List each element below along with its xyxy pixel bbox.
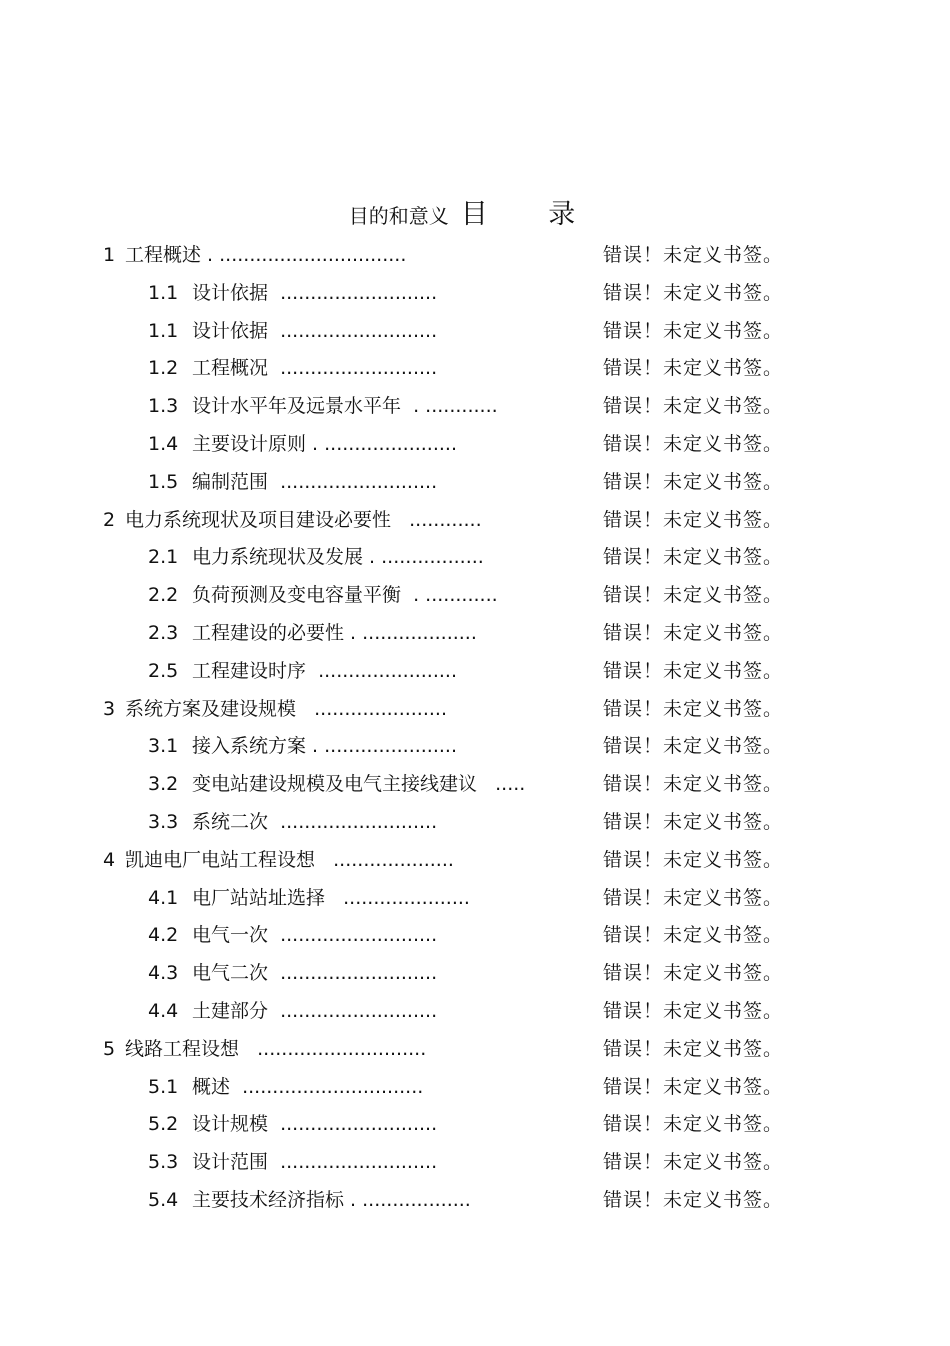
toc-number: 3.1 (148, 735, 179, 758)
toc-row[interactable] (0, 278, 950, 308)
toc-row[interactable] (0, 1147, 950, 1177)
toc-title: 系统方案及建设规模 (125, 697, 297, 720)
toc-row[interactable] (0, 391, 950, 421)
toc-row[interactable] (0, 1109, 950, 1139)
toc-leader-dots: ...................... (296, 697, 448, 720)
toc-row[interactable] (0, 429, 950, 459)
toc-leader-dots: . ...................... (306, 433, 458, 455)
toc-page-ref: 错误！未定义书签。 (603, 508, 784, 531)
toc-number: 2.2 (148, 584, 179, 607)
toc-entry[interactable] (148, 1185, 471, 1215)
toc-row[interactable] (0, 694, 950, 724)
toc-leader-dots: . ................... (344, 622, 477, 644)
toc-title: 电厂站站址选择 (192, 886, 326, 909)
toc-leader-dots: .......................... (268, 962, 438, 985)
toc-page-ref: 错误！未定义书签。 (603, 1113, 784, 1136)
toc-page-ref: 错误！未定义书签。 (603, 244, 784, 266)
toc-page-ref: 错误！未定义书签。 (603, 470, 784, 493)
toc-entry[interactable] (148, 580, 498, 610)
toc-number: 5.4 (148, 1189, 179, 1211)
toc-row[interactable] (0, 769, 950, 799)
toc-page-ref: 错误！未定义书签。 (603, 1037, 784, 1060)
toc-title: 接入系统方案 (192, 735, 307, 758)
toc-entry[interactable] (148, 807, 437, 837)
toc-leader-dots: . ............ (401, 395, 498, 418)
toc-leader-dots: ..................... (325, 886, 470, 909)
toc-page-ref: 错误！未定义书签。 (603, 924, 784, 947)
toc-page-ref: 错误！未定义书签。 (603, 357, 784, 380)
toc-page-ref: 错误！未定义书签。 (603, 546, 784, 569)
toc-title: 电力系统现状及发展 (192, 546, 364, 569)
toc-title: 电力系统现状及项目建设必要性 (125, 508, 392, 531)
toc-page-ref: 错误！未定义书签。 (603, 1189, 784, 1211)
title-prefix: 目的和意义 (348, 204, 449, 228)
toc-number: 1.1 (148, 281, 179, 304)
toc-page-ref: 错误！未定义书签。 (603, 735, 784, 758)
toc-row[interactable] (0, 580, 950, 610)
toc-title: 设计范围 (192, 1151, 269, 1174)
toc-leader-dots: .......................... (268, 924, 438, 947)
toc-number: 3.2 (148, 773, 179, 796)
toc-page-ref: 错误！未定义书签。 (603, 1075, 784, 1098)
toc-entry[interactable] (148, 1109, 437, 1139)
toc-number: 5.2 (148, 1113, 179, 1136)
toc-row[interactable] (0, 845, 950, 875)
toc-leader-dots: . .................. (344, 1189, 471, 1211)
toc-entry[interactable] (148, 883, 470, 913)
toc-title: 工程建设的必要性 (192, 622, 345, 644)
toc-page-ref: 错误！未定义书签。 (603, 659, 784, 682)
toc-entry[interactable] (148, 920, 437, 950)
toc-entry[interactable] (148, 1147, 437, 1177)
toc-page-ref: 错误！未定义书签。 (603, 811, 784, 833)
toc-title: 工程建设时序 (192, 659, 307, 682)
toc-leader-dots: ............ (391, 508, 482, 531)
toc-row[interactable] (0, 656, 950, 686)
toc-leader-dots: .................... (315, 848, 454, 871)
toc-entry[interactable] (148, 542, 484, 572)
toc-leader-dots: .......................... (268, 281, 438, 304)
toc-title: 变电站建设规模及电气主接线建议 (192, 773, 478, 796)
toc-leader-dots: .......................... (268, 811, 438, 833)
toc-entry[interactable] (148, 769, 525, 799)
toc-title: 主要技术经济指标 (192, 1189, 345, 1211)
toc-row[interactable] (0, 618, 950, 648)
toc-leader-dots: .......................... (268, 319, 438, 342)
toc-row[interactable] (0, 542, 950, 572)
toc-number: 1 (103, 244, 116, 266)
toc-leader-dots: . ............................... (201, 244, 407, 266)
toc-leader-dots: . ...................... (306, 735, 458, 758)
toc-page-ref: 错误！未定义书签。 (603, 697, 784, 720)
toc-entry[interactable] (148, 958, 437, 988)
toc-entry[interactable] (148, 618, 477, 648)
toc-row[interactable] (0, 1034, 950, 1064)
toc-leader-dots: ............................ (239, 1037, 427, 1060)
toc-number: 5.1 (148, 1075, 179, 1098)
toc-number: 4.3 (148, 962, 179, 985)
toc-page-ref: 错误！未定义书签。 (603, 281, 784, 304)
toc-entry[interactable] (148, 731, 457, 761)
toc-number: 2.3 (148, 622, 179, 644)
toc-row[interactable] (0, 467, 950, 497)
toc-row[interactable] (0, 316, 950, 346)
toc-entry[interactable] (103, 240, 406, 270)
toc-title: 设计依据 (192, 281, 269, 304)
toc-page-ref: 错误！未定义书签。 (603, 1151, 784, 1174)
toc-page-ref: 错误！未定义书签。 (603, 395, 784, 418)
toc-number: 1.4 (148, 433, 179, 455)
toc-title: 系统二次 (192, 811, 269, 833)
toc-page-ref: 错误！未定义书签。 (603, 962, 784, 985)
toc-page-ref: 错误！未定义书签。 (603, 319, 784, 342)
toc-heading (0, 192, 950, 231)
toc-row[interactable] (0, 920, 950, 950)
toc-leader-dots: .......................... (268, 1000, 438, 1022)
toc-row[interactable] (0, 353, 950, 383)
toc-entry[interactable] (148, 278, 437, 308)
toc-number: 4 (103, 848, 116, 871)
toc-number: 1.5 (148, 470, 179, 493)
toc-entry[interactable] (148, 656, 457, 686)
toc-number: 1.2 (148, 357, 179, 380)
toc-title: 土建部分 (192, 1000, 269, 1022)
toc-row[interactable] (0, 958, 950, 988)
toc-leader-dots: . ............ (401, 584, 498, 607)
toc-number: 5.3 (148, 1151, 179, 1174)
toc-page-ref: 错误！未定义书签。 (603, 886, 784, 909)
toc-row[interactable] (0, 1072, 950, 1102)
toc-leader-dots: .......................... (268, 470, 438, 493)
toc-number: 2.5 (148, 659, 179, 682)
toc-number: 3.3 (148, 811, 179, 833)
toc-entry[interactable] (103, 505, 482, 535)
toc-leader-dots: ....................... (306, 659, 458, 682)
toc-row[interactable] (0, 1185, 950, 1215)
toc-number: 4.2 (148, 924, 179, 947)
toc-leader-dots: . ................. (363, 546, 484, 569)
toc-number: 4.1 (148, 886, 179, 909)
toc-entry[interactable] (148, 996, 437, 1026)
toc-title: 工程概况 (192, 357, 269, 380)
toc-entry[interactable] (148, 353, 437, 383)
toc-title: 主要设计原则 (192, 433, 307, 455)
toc-row[interactable] (0, 731, 950, 761)
toc-leader-dots: .......................... (268, 1151, 438, 1174)
toc-entry[interactable] (148, 429, 457, 459)
toc-entry[interactable] (148, 391, 498, 421)
toc-leader-dots: ..... (477, 773, 526, 796)
toc-entry[interactable] (103, 1034, 426, 1064)
toc-entry[interactable] (103, 694, 447, 724)
toc-title: 负荷预测及变电容量平衡 (192, 584, 402, 607)
toc-row[interactable] (0, 505, 950, 535)
toc-page-ref: 错误！未定义书签。 (603, 584, 784, 607)
toc-page-ref: 错误！未定义书签。 (603, 773, 784, 796)
toc-title: 线路工程设想 (125, 1037, 240, 1060)
toc-leader-dots: .......................... (268, 1113, 438, 1136)
toc-entry[interactable] (103, 845, 454, 875)
page-title: 目 录 (460, 199, 602, 230)
toc-title: 凯迪电厂电站工程设想 (125, 848, 316, 871)
toc-number: 3 (103, 697, 116, 720)
toc-page-ref: 错误！未定义书签。 (603, 848, 784, 871)
toc-title: 编制范围 (192, 470, 269, 493)
toc-title: 电气二次 (192, 962, 269, 985)
toc-number: 2 (103, 508, 116, 531)
toc-number: 5 (103, 1037, 116, 1060)
toc-title: 设计依据 (192, 319, 269, 342)
toc-page-ref: 错误！未定义书签。 (603, 1000, 784, 1022)
toc-leader-dots: .......................... (268, 357, 438, 380)
toc-entry[interactable] (148, 1072, 423, 1102)
toc-page-ref: 错误！未定义书签。 (603, 433, 784, 455)
toc-entry[interactable] (148, 316, 437, 346)
toc-row[interactable] (0, 240, 950, 270)
toc-title: 设计水平年及远景水平年 (192, 395, 402, 418)
toc-title: 概述 (192, 1075, 231, 1098)
toc-row[interactable] (0, 996, 950, 1026)
toc-page-ref: 错误！未定义书签。 (603, 622, 784, 644)
toc-number: 4.4 (148, 1000, 179, 1022)
toc-title: 设计规模 (192, 1113, 269, 1136)
toc-title: 工程概述 (125, 244, 202, 266)
toc-leader-dots: .............................. (230, 1075, 424, 1098)
toc-row[interactable] (0, 807, 950, 837)
toc-number: 1.1 (148, 319, 179, 342)
toc-entry[interactable] (148, 467, 437, 497)
toc-title: 电气一次 (192, 924, 269, 947)
toc-number: 2.1 (148, 546, 179, 569)
toc-number: 1.3 (148, 395, 179, 418)
toc-row[interactable] (0, 883, 950, 913)
